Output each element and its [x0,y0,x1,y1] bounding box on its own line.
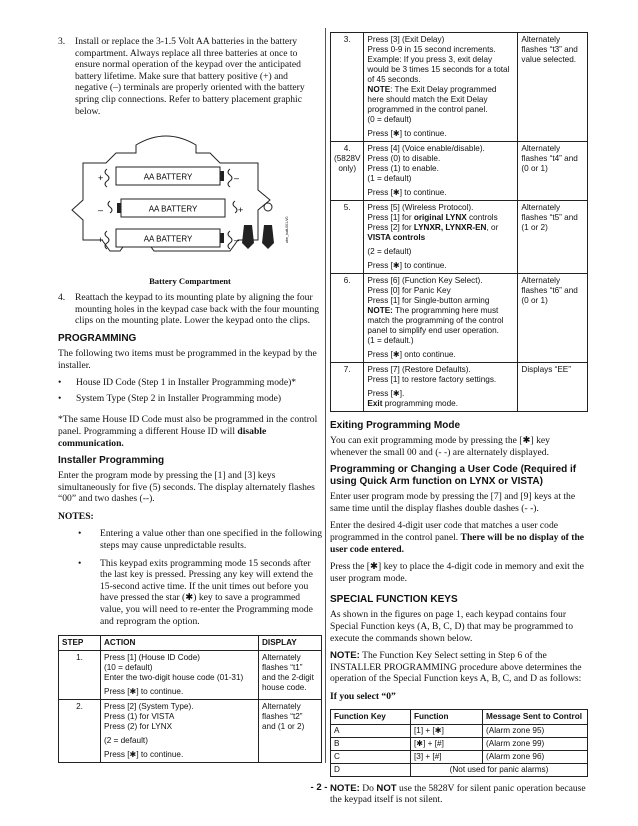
action-line: Press [✱] onto continue. [367,350,456,359]
table-row-step-7 [331,363,588,412]
battery-compartment-diagram [58,125,322,271]
text-part: Press [1] for [367,213,414,222]
bullet-mark: • [78,557,82,569]
if-select-label: If you select “0” [330,690,396,702]
action-line: (1 = default) [367,174,412,183]
house-code-note [58,414,322,449]
step-cell: 5. [331,201,364,274]
text-part: Press [2] for [367,223,414,232]
action-note [367,306,514,336]
function-cell-merged: (Not used for panic alarms) [411,763,588,776]
installer-programming-text: Enter the program mode by pressing the [1] and [3] keys simultaneously for five (5) seconds. The display alternately flashes “00” and two dashes (--). [58,470,315,505]
left-column [58,36,322,763]
text-part: Do [359,782,377,794]
action-line: Press [6] (Function Key Select). [367,276,483,285]
battery-tab-2 [262,225,274,249]
note-label: NOTE: [330,782,360,794]
action-line [367,223,514,243]
table-row [331,737,588,750]
display-cell: Alternately flashes “t5” and (1 or 2) [518,201,588,274]
action-line [367,213,514,223]
text-part: controls [466,213,498,222]
note-label: NOTE: [367,306,393,315]
minus-sign-middle: – [98,205,104,216]
battery-bottom-label: AA BATTERY [143,234,193,244]
action-line: Press [✱] to continue. [367,129,447,138]
action-line: Press (1) to enable. [367,164,439,173]
display-cell: Alternately flashes “t6” and (0 or 1) [518,274,588,363]
function-cell: [1] + [✱] [411,724,483,737]
key-cell: A [331,724,411,737]
action-line: Press [✱] to continue. [104,750,184,760]
special-function-note [330,650,588,685]
step-cell: 2. [59,700,101,763]
action-line: Press [1] for Single-button arming [367,296,490,305]
step-3-number: 3. [58,36,66,47]
step-3-instruction [58,36,322,117]
text-part: programming mode. [382,399,458,408]
programming-heading: PROGRAMMING [58,332,137,344]
note-2-text: This keypad exits programming mode 15 seconds after the last key is pressed. Pressing any key will extend the 15-second active time. If the unit times out before you have pressed the star (✱) key to save a programmed value, you will need to re-enter the Programming mode and reprogram the option. [100,557,313,627]
function-cell: [✱] + [#] [411,737,483,750]
action-line: Press [5] (Wireless Protocol). [367,203,474,212]
programming-steps-table [58,635,322,763]
plus-sign-bottom: + [98,235,104,246]
action-line: Press [2] (System Type). [104,702,194,712]
note-2 [78,558,322,628]
action-line: (2 = default) [367,247,412,256]
message-cell: (Alarm zone 96) [483,750,588,763]
column-divider [325,28,326,763]
bullet-mark: • [58,377,62,389]
action-line: Press (1) for VISTA [104,712,175,722]
action-line: Press (0) to disable. [367,154,441,163]
action-line: Press [4] (Voice enable/disable). [367,144,485,153]
bullet-mark: • [78,528,82,540]
key-cell: D [331,763,411,776]
step-3-text: Install or replace the 3-1.5 Volt AA batteries in the battery compartment. Always replace all three batteries at once to ensure normal operation of the keypad over the anticipated battery lifetime. Make sure that battery positive (+) and negative (–) terminals are properly oriented with the battery spring clip connections. Refer to battery placement graphic below. [75,36,305,117]
user-code-heading: Programming or Changing a User Code (Required if using Quick Arm function on LYNX or VISTA) [330,464,577,488]
header-display: DISPLAY [259,636,322,651]
action-cell [364,274,518,363]
battery-top-label: AA BATTERY [143,172,193,182]
action-line: Press 0-9 in 15 second increments. Example: If you press 3, exit delay would be 3 times 15 seconds for a total of 45 seconds. [367,45,510,84]
diagram-code: wlm_batt-001-V0 [285,216,289,244]
table-row-step-3 [331,33,588,142]
bullet-text: House ID Code (Step 1 in Installer Programming mode)* [76,377,297,389]
action-line: Press (2) for LYNX [104,722,173,732]
action-line: Press [7] (Restore Defaults). [367,365,471,374]
action-line: (0 = default) [367,115,412,124]
action-cell [364,142,518,201]
user-code-text-3: Press the [✱] key to place the 4-digit code in memory and exit the user program mode. [330,561,584,584]
exiting-programming-text: You can exit programming mode by pressing the [✱] key whenever the small 00 and (- -) are alternately displayed. [330,435,550,458]
minus-sign-top: – [234,173,240,184]
step-cell: 7. [331,363,364,412]
battery-top [116,167,224,185]
note-text: : The Exit Delay programmed here should match the Exit Delay programmed in the control panel. [367,85,497,114]
action-line: Press [3] (Exit Delay) [367,35,445,44]
table-row-step-4 [331,142,588,201]
action-line: Press [0] for Panic Key [367,286,451,295]
table-row-step-2 [59,700,322,763]
step-number: 4. [343,144,351,153]
minus-sign-bottom: – [234,235,240,246]
special-function-text: As shown in the figures on page 1, each keypad contains four Special Function keys (A, B, C, D) that may be programmed to execute the commands shown below. [330,609,573,644]
display-cell: Alternately flashes “t3” and value selected. [518,33,588,142]
user-code-text-1: Enter user program mode by pressing the [7] and [9] keys at the same time until the display flashes double dashes (- -). [330,491,576,514]
message-cell: (Alarm zone 99) [483,737,588,750]
action-line: Press [✱] to continue. [367,261,447,270]
battery-tab [242,225,254,249]
text-bold: There will be no display of the user code entered. [330,531,585,555]
bullet-text: System Type (Step 2 in Installer Programming mode) [76,392,282,404]
bullet-mark: • [58,392,62,404]
text-part: Enter the desired 4-digit user code that matches a user code programmed in the control panel. [330,520,559,543]
special-function-heading: SPECIAL FUNCTION KEYS [330,594,458,606]
action-cell [101,651,259,700]
action-cell [101,700,259,763]
action-line: Press [1] to restore factory settings. [367,375,497,384]
step-cell: 1. [59,651,101,700]
note-1-text: Entering a value other than one specified in the following steps may cause unpredictable results. [100,528,322,552]
step-cell: 3. [331,33,364,142]
action-cell [364,33,518,142]
function-table-header [331,709,588,724]
action-line: Press [✱] to continue. [104,687,184,697]
key-cell: B [331,737,411,750]
house-code-note-text: *The same House ID Code must also be programmed in the control panel. Programming a different House ID will [58,414,318,437]
table-row [331,724,588,737]
message-cell: (Alarm zone 95) [483,724,588,737]
programming-intro: The following two items must be programmed in the keypad by the installer. [58,347,317,371]
table-row-step-5 [331,201,588,274]
diagram-caption: Battery Compartment [149,276,231,287]
display-cell: Alternately flashes “t4” and (0 or 1) [518,142,588,201]
text-part: , or [486,223,499,232]
page-number: - 2 - [310,782,328,793]
action-line: Enter the two-digit house code (01-31) [104,673,244,683]
function-cell: [3] + [#] [411,750,483,763]
display-cell: Alternately flashes “t1” and the 2-digit house code. [259,651,322,700]
step-cell [331,142,364,201]
installer-programming-heading: Installer Programming [58,455,165,467]
header-function-key: Function Key [331,709,411,724]
bullet-system-type [58,393,322,405]
exiting-programming-heading: Exiting Programming Mode [330,420,461,431]
key-cell: C [331,750,411,763]
note-label: NOTE: [330,650,360,662]
action-line: Press [1] (House ID Code) [104,653,201,663]
note-label: NOTE [367,85,391,94]
house-code-note-bold: disable communication. [58,425,267,449]
step-4-text: Reattach the keypad to its mounting plate by aligning the four mounting holes in the keypad case back with the four mounting clips on the mounting plate. Lower the keypad onto the clips. [75,292,320,327]
battery-middle [117,199,225,217]
action-cell [364,363,518,412]
action-line: (10 = default) [104,663,153,673]
text-bold: original LYNX [413,213,467,222]
step-4-instruction [58,292,322,327]
action-line: Press [✱] to continue. [367,188,447,197]
action-line: (2 = default) [104,736,148,746]
table-row [331,763,588,776]
user-code-text-2 [330,520,588,555]
battery-middle-label: AA BATTERY [148,204,198,214]
step-sub: (5828V only) [334,154,361,173]
text-bold: VISTA controls [367,233,426,242]
header-function: Function [411,709,483,724]
action-line: (1 = default.) [367,336,414,345]
table-row-step-1 [59,651,322,700]
plus-sign-middle: + [238,205,244,216]
text-bold: NOT [376,782,397,794]
programming-steps-table-continued [330,32,588,412]
table-header-row [59,636,322,651]
action-line [367,399,514,409]
note-text: The Function Key Select setting in Step 6 of the INSTALLER PROGRAMMING procedure above determines the operation of the Special Function keys A, B, C, and D as follows: [330,650,582,685]
action-cell [364,201,518,274]
note-1 [78,528,322,551]
step-cell: 6. [331,274,364,363]
header-step: STEP [59,636,101,651]
table-row-step-6 [331,274,588,363]
plus-sign-top: + [98,173,104,184]
header-message: Message Sent to Control [483,709,588,724]
action-line: Press [✱]. [367,389,405,398]
step-4-number: 4. [58,292,66,304]
bullet-house-id [58,377,322,389]
header-action: ACTION [101,636,259,651]
function-key-table [330,709,588,777]
display-cell: Displays “EE” [518,363,588,412]
display-cell: Alternately flashes “t2” and (1 or 2) [259,700,322,763]
text-part: use the 5828V for silent panic operation because the keypad itself is not silent. [330,782,586,806]
battery-bottom [116,229,224,247]
action-note [367,85,514,115]
right-column [330,28,588,812]
text-bold: Exit [367,399,383,408]
text-bold: LYNXR, LYNXR-EN [413,223,487,232]
notes-label: NOTES: [58,510,94,522]
note-text: The programming here must match the programming of the control panel to simplify end user operation. [367,306,504,335]
table-row [331,750,588,763]
